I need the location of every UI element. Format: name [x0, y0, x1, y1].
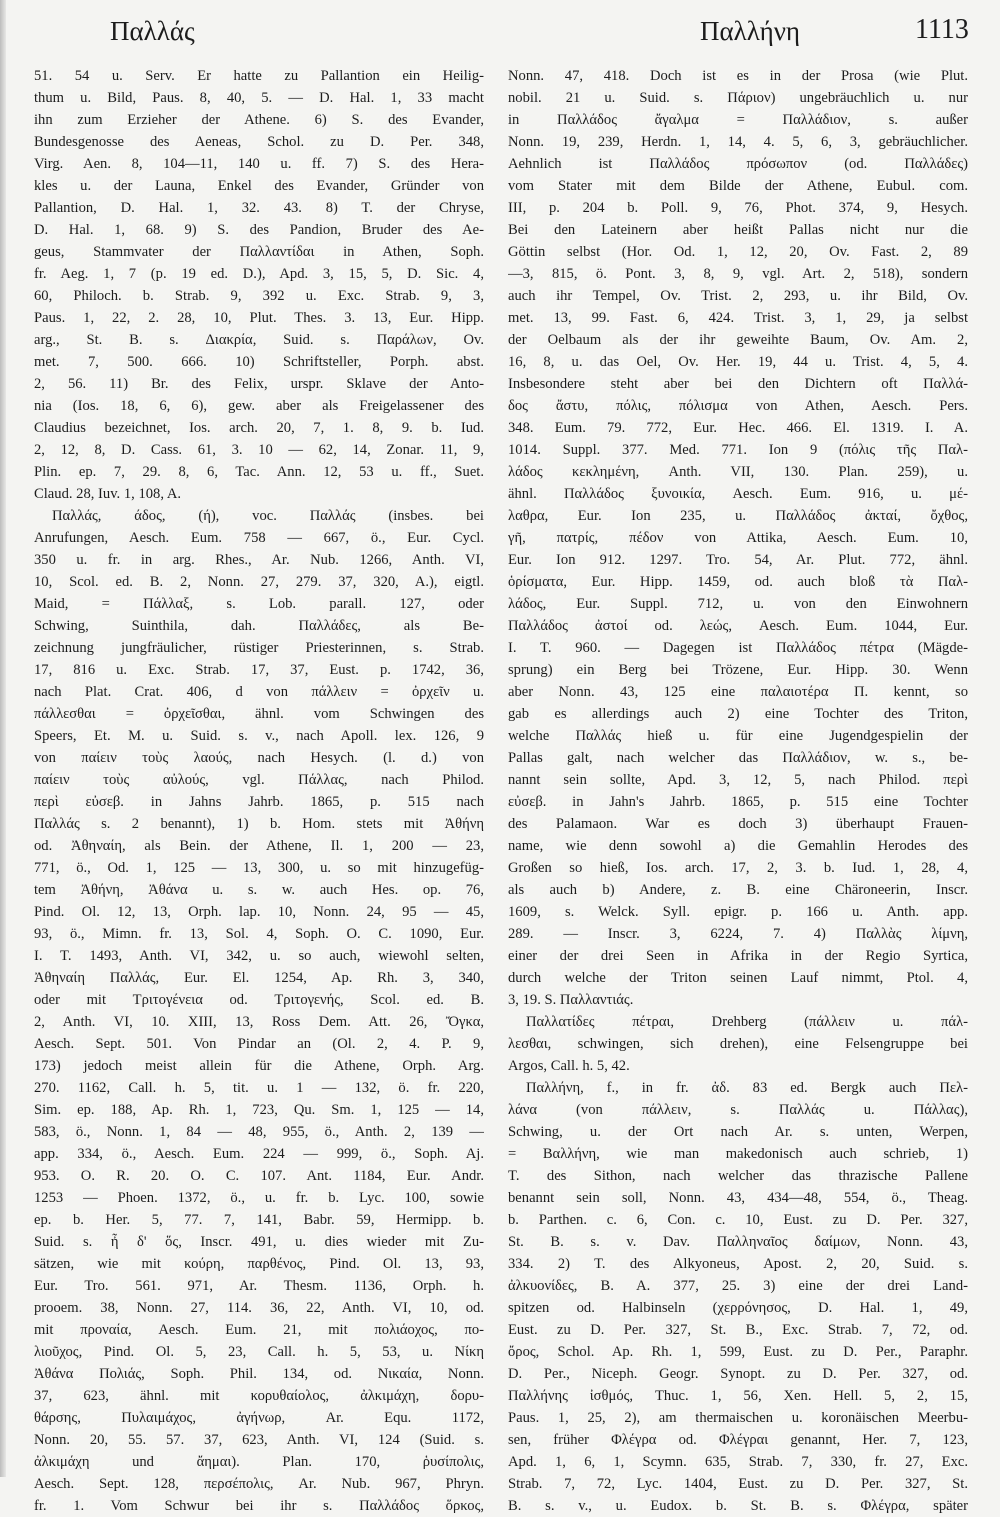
text-line: Παλλάς, άδος, (ή), voc. Παλλάς (insbes. bei	[52, 508, 484, 524]
text-line: Suid. s. ἦ δ' ὅς, Inscr. 491, u. dies wieder mit Zu-	[34, 1234, 484, 1250]
text-line: zeichnung jungfräulicher, rüstiger Priesterinnen, s. Strab.	[34, 640, 484, 656]
text-line: auch ihr Tempel, Ov. Trist. 2, 293, u. ihr Bild, Ov.	[508, 288, 968, 304]
text-line: Virg. Aen. 8, 104—11, 140 u. ff. 7) S. des Hera-	[34, 156, 484, 172]
text-line: λιοῦχος, Pind. Ol. 5, 23, Call. h. 5, 53, u. Νίκη	[34, 1344, 484, 1360]
text-line: 2, Anth. VI, 10. XIII, 13, Ross Dem. Att. 26, Ὄγκα,	[34, 1014, 484, 1030]
text-line: ep. b. Her. 5, 77. 7, 141, Babr. 59, Hermipp. b.	[34, 1212, 484, 1228]
text-line: met. 13, 99. Fast. 6, 424. Trist. 3, 1, 29, ja selbst	[508, 310, 968, 326]
text-line: St. B. s. v. Dav. Παλληναῖος δαίμων, Nonn. 43,	[508, 1234, 968, 1250]
text-line: 60, Philoch. b. Strab. 9, 392 u. Exc. Strab. 9, 3,	[34, 288, 484, 304]
text-line: met. 7, 500. 666. 10) Schriftsteller, Porph. abst.	[34, 354, 484, 370]
text-line: fr. 1. Vom Schwur bei ihr s. Παλλάδος ὅρκος,	[34, 1498, 484, 1514]
text-line: Bundesgenosse des Aeneas, Schol. zu D. Per. 348,	[34, 134, 484, 150]
right-column	[508, 65, 968, 1517]
text-line: Pallas galt, nach welcher das Παλλάδιον, w. s., be-	[508, 750, 968, 766]
text-line: θάρσης, Πυλαιμάχος, ἀγήνωρ, Ar. Equ. 1172,	[34, 1410, 484, 1426]
text-line: λεσθαι, schwingen, sich drehen), eine Felsengruppe bei	[508, 1036, 968, 1052]
text-line: ihn zum Erzieher der Athene. 6) S. des Evander,	[34, 112, 484, 128]
text-line: Strab. 7, 72, Lyc. 1404, Eust. zu D. Per. 327, St.	[508, 1476, 968, 1492]
text-line: durch welche der Triton seinen Lauf nimmt, Ptol. 4,	[508, 970, 968, 986]
text-line: 953. O. R. 20. O. C. 107. Ant. 1184, Eur. Andr.	[34, 1168, 484, 1184]
text-line: als auch b) Andere, z. B. eine Chäroneerin, Inscr.	[508, 882, 968, 898]
text-line: name, wie denn sowohl a) die Gemahlin Herodes des	[508, 838, 968, 854]
text-line: 1253 — Phoen. 1372, ö., u. fr. b. Lyc. 100, sowie	[34, 1190, 484, 1206]
text-line: Claud. 28, Iuv. 1, 108, A.	[34, 486, 182, 502]
text-line: vom Stater mit dem Bilde der Athene, Eubul. com.	[508, 178, 968, 194]
text-line: 1014. Suppl. 377. Med. 771. Ion 9 (πόλις τῆς Παλ-	[508, 442, 968, 458]
text-line: I. T. 1493, Anth. VI, 342, u. so auch, wiewohl selten,	[34, 948, 484, 964]
text-line: περὶ εὐσεβ. in Jahns Jahrb. 1865, p. 515 nach	[34, 794, 484, 810]
text-line: Apd. 1, 6, 1, Scymn. 635, Strab. 7, 330, fr. 27, Exc.	[508, 1454, 968, 1470]
text-line: Eur. Tro. 561. 971, Ar. Thesm. 1136, Orph. h.	[34, 1278, 484, 1294]
text-line: 350 u. fr. in arg. Rhes., Ar. Nub. 1266, Anth. VI,	[34, 552, 484, 568]
text-line: geus, Stammvater der Παλλαντίδαι in Athen, Soph.	[34, 244, 484, 260]
text-line: Maid, = Πάλλαξ, s. Lob. parall. 127, oder	[34, 596, 484, 612]
text-line: Nonn. 19, 239, Herdn. 1, 14, 4. 5, 6, 3, gebräuchlicher.	[508, 134, 968, 150]
text-line: δος ἄστυ, πόλις, πόλισμα von Athen, Aesch. Pers.	[508, 398, 968, 414]
text-line: Argos, Call. h. 5, 42.	[508, 1058, 630, 1074]
text-line: εὐσεβ. in Jahn's Jahrb. 1865, p. 515 eine Tochter	[508, 794, 968, 810]
text-line: nia (Ios. 18, 6, 6), gew. aber als Freigelassener des	[34, 398, 484, 414]
page-number: 1113	[915, 14, 969, 45]
text-line: 37, 623, ähnl. mit κορυθαίολος, ἀλκιμάχη, δορυ-	[34, 1388, 484, 1404]
text-line: Nonn. 20, 55. 57. 37, 623, Anth. VI, 124 (Suid. s.	[34, 1432, 484, 1448]
text-line: spitzen od. Halbinseln (χερρόνησος, D. Hal. 1, 49,	[508, 1300, 968, 1316]
text-line: λάδος κεκλημένη, Anth. VII, 130. Plan. 259), u.	[508, 464, 968, 480]
text-line: prooem. 38, Nonn. 27, 114. 36, 22, Anth. VI, 10, od.	[34, 1300, 484, 1316]
text-line: Schwing, u. der Ort nach Ar. s. unten, Werpen,	[508, 1124, 968, 1140]
text-line: 1609, s. Welck. Syll. epigr. p. 166 u. Anth. app.	[508, 904, 968, 920]
text-line: 289. — Inscr. 3, 6224, 7. 4) Παλλὰς λίμνη,	[508, 926, 968, 942]
text-line: Eur. Ion 912. 1297. Tro. 54, Ar. Plut. 772, ähnl.	[508, 552, 968, 568]
text-line: 3, 19. S. Παλλαντιάς.	[508, 992, 634, 1008]
text-line: ὁρίσματα, Eur. Hipp. 1459, od. auch bloß τὰ Παλ-	[508, 574, 968, 590]
text-line: oder mit Τριτογένεια od. Τριτογενής, Scol. ed. B.	[34, 992, 484, 1008]
text-line: sen, früher Φλέγρα od. Φλέγραι genannt, Her. 7, 123,	[508, 1432, 968, 1448]
text-line: von παίειν τοὺς λαούς, nach Hesych. (l. d.) von	[34, 750, 484, 766]
text-line: Aesch. Sept. 128, περσέπολις, Ar. Nub. 967, Phryn.	[34, 1476, 484, 1492]
text-line: = Βαλλήνη, wie man makedonisch auch schrieb, 1)	[508, 1146, 968, 1162]
text-line: Paus. 1, 22, 2. 28, 10, Plut. Thes. 3. 13, Eur. Hipp.	[34, 310, 484, 326]
text-line: Pallantion, D. Hal. 1, 32. 43. 8) T. der Chryse,	[34, 200, 484, 216]
text-line: 334. 2) T. des Alkyoneus, Apost. 2, 20, Suid. s.	[508, 1256, 968, 1272]
left-column	[34, 65, 484, 1517]
text-line: mit προναία, Aesch. Eum. 21, mit πολιάοχος, πο-	[34, 1322, 484, 1338]
text-line: Ἀθηναίη Παλλάς, Eur. El. 1254, Ap. Rh. 3, 340,	[34, 970, 484, 986]
text-line: Plin. ep. 7, 29. 8, 6, Tac. Ann. 12, 53 u. ff., Suet.	[34, 464, 484, 480]
text-line: Bei den Lateinern aber heißt Pallas nicht nur die	[508, 222, 968, 238]
text-line: Παλλάδος ἀστοί od. λεώς, Aesch. Eum. 1044, Eur.	[508, 618, 968, 634]
text-line: λάδος, Eur. Suppl. 712, u. von den Einwohnern	[508, 596, 968, 612]
text-line: 583, ö., Nonn. 1, 84 — 48, 955, ö., Anth. 2, 139 —	[34, 1124, 484, 1140]
text-line: kles u. der Launa, Enkel des Evander, Gründer von	[34, 178, 484, 194]
text-line: Großen so hieß, Ios. arch. 17, 2, 3. b. Iud. 1, 28, 4,	[508, 860, 968, 876]
text-line: Παλλήνη, f., in fr. ἀδ. 83 ed. Bergk auch Πελ-	[526, 1080, 968, 1096]
text-line: Anrufungen, Aesch. Eum. 758 — 667, ö., Eur. Cycl.	[34, 530, 484, 546]
text-line: 16, 8, u. das Oel, Ov. Her. 19, 44 u. Trist. 4, 5, 4.	[508, 354, 968, 370]
running-headword-right: Παλλήνη	[700, 16, 801, 46]
text-line: Aehnlich ist Παλλάδος πρόσωπον (od. Παλλάδες)	[508, 156, 968, 172]
text-line: 51. 54 u. Serv. Er hatte zu Pallantion ein Heilig-	[34, 68, 484, 84]
text-line: Nonn. 47, 418. Doch ist es in der Prosa (wie Plut.	[508, 68, 968, 84]
text-line: λάνα (von πάλλειν, s. Παλλάς u. Πάλλας),	[508, 1102, 968, 1118]
text-line: 2, 12, 8, D. Cass. 61, 3. 10 — 62, 14, Zonar. 11, 9,	[34, 442, 484, 458]
text-line: sätzen, wie mit κούρη, παρθένος, Pind. Ol. 13, 93,	[34, 1256, 484, 1272]
page-edge	[0, 0, 6, 1477]
text-line: Ἀθάνα Πολιάς, Soph. Phil. 134, od. Νικαία, Nonn.	[34, 1366, 484, 1382]
text-line: ähnl. Παλλάδος ξυνοικία, Aesch. Eum. 916, u. μέ-	[508, 486, 968, 502]
text-line: Claudius bezeichnet, Ios. arch. 20, 7, 1. 8, 9. b. Iud.	[34, 420, 484, 436]
text-line: 2, 56. 11) Br. des Felix, urspr. Sklave der Anto-	[34, 376, 484, 392]
text-line: 10, Scol. ed. B. 2, Nonn. 27, 279. 37, 320, A.), eigtl.	[34, 574, 484, 590]
text-line: nach Plat. Crat. 406, d von πάλλειν = ὀρχεῖν u.	[34, 684, 484, 700]
text-line: nobil. 21 u. Suid. s. Πάριον) ungebräuchlich u. nur	[508, 90, 968, 106]
text-line: sprung) ein Berg bei Trözene, Eur. Hipp. 30. Wenn	[508, 662, 968, 678]
text-line: ἀλκιμάχη und ἄημαι). Plan. 170, ῥυσίπολις,	[34, 1454, 484, 1470]
text-line: od. Ἀθηναίη, als Bein. der Athene, Il. 1, 200 — 23,	[34, 838, 484, 854]
text-line: welche Παλλάς hieß u. für eine Jugendgespielin der	[508, 728, 968, 744]
text-line: ὄρος, Schol. Ap. Rh. 1, 599, Eust. zu D. Per., Paraphr.	[508, 1344, 968, 1360]
text-line: 270. 1162, Call. h. 5, tit. u. 1 — 132, ö. fr. 220,	[34, 1080, 484, 1096]
text-line: Insbesondere steht aber bei den Dichtern oft Παλλά-	[508, 376, 968, 392]
page-header	[0, 8, 1000, 52]
text-line: Παλλήνης ἰσθμός, Thuc. 1, 56, Xen. Hell. 5, 2, 15,	[508, 1388, 968, 1404]
text-line: Paus. 1, 25, 2), am thermaischen u. koronäischen Meerbu-	[508, 1410, 968, 1426]
text-line: app. 334, ö., Aesch. Eum. 224 — 999, ö., Soph. Aj.	[34, 1146, 484, 1162]
text-line: 173) jedoch meist allein für die Athene, Orph. Arg.	[34, 1058, 484, 1074]
text-line: in Παλλάδος ἄγαλμα = Παλλάδιον, s. außer	[508, 112, 968, 128]
text-line: ἀλκυονίδες, B. A. 377, 25. 3) eine der drei Land-	[508, 1278, 968, 1294]
text-line: III, p. 204 b. Poll. 9, 76, Phot. 374, 9, Hesych.	[508, 200, 968, 216]
text-line: des Palamaon. War es doch 3) überhaupt Frauen-	[508, 816, 968, 832]
text-line: Παλλατίδες πέτραι, Drehberg (πάλλειν u. πάλ-	[526, 1014, 968, 1030]
text-line: nannt sein sollte, Apd. 3, 12, 5, nach Philod. περὶ	[508, 772, 968, 788]
text-line: benannt sein soll, Nonn. 43, 434—48, 554, ö., Theag.	[508, 1190, 968, 1206]
text-line: thum u. Bild, Paus. 8, 40, 5. — D. Hal. 1, 33 macht	[34, 90, 484, 106]
text-line: —3, 815, ö. Pont. 3, 8, 9, vgl. Art. 2, 518), sondern	[508, 266, 968, 282]
text-line: λαθρα, Eur. Ion 235, u. Παλλάδος ἀκταί, ὄχθος,	[508, 508, 968, 524]
text-line: γῆ, πατρίς, πέδον von Attika, Aesch. Eum. 10,	[508, 530, 968, 546]
text-line: 348. Eum. 79. 772, Eur. Hec. 466. El. 1319. I. A.	[508, 420, 968, 436]
text-line: 17, 816 u. Exc. Strab. 17, 37, Eust. p. 1742, 36,	[34, 662, 484, 678]
text-line: tem Ἀθήνη, Ἀθάνα u. s. w. auch Hes. op. 76,	[34, 882, 484, 898]
text-line: πάλλεσθαι = ὀρχεῖσθαι, ähnl. vom Schwingen des	[34, 706, 484, 722]
text-line: einer der drei Seen in Afrika in der Regio Syrtica,	[508, 948, 968, 964]
text-line: D. Per., Niceph. Geogr. Synopt. zu D. Per. 327, od.	[508, 1366, 968, 1382]
text-line: arg., St. B. s. Διακρία, Suid. s. Παράλων, Ov.	[34, 332, 484, 348]
text-line: aber Nonn. 43, 125 eine παλαιοτέρα Π. kennt, so	[508, 684, 968, 700]
text-line: Speers, Et. M. u. Suid. s. v., nach Apoll. lex. 126, 9	[34, 728, 484, 744]
text-line: Schwing, Suinthila, dah. Παλλάδες, als Be-	[34, 618, 484, 634]
text-line: Pind. Ol. 12, 13, Orph. lap. 10, Nonn. 24, 95 — 45,	[34, 904, 484, 920]
text-line: 771, ö., Od. 1, 125 — 13, 300, u. so mit hinzugefüg-	[34, 860, 484, 876]
text-line: Sim. ep. 188, Ap. Rh. 1, 723, Qu. Sm. 1, 125 — 14,	[34, 1102, 484, 1118]
text-line: fr. Aeg. 1, 7 (p. 19 ed. D.), Apd. 3, 15, 5, D. Sic. 4,	[34, 266, 484, 282]
running-headword-left: Παλλάς	[110, 16, 195, 46]
text-line: Aesch. Sept. 501. Von Pindar an (Ol. 2, 4. P. 9,	[34, 1036, 484, 1052]
text-line: παίειν τοὺς αὐλούς, vgl. Πάλλας, nach Philod.	[34, 772, 484, 788]
text-line: B. s. v., u. Eudox. b. St. B. s. Φλέγρα, später	[508, 1498, 968, 1514]
text-line: Eust. zu D. Per. 327, St. B., Exc. Strab. 7, 72, od.	[508, 1322, 968, 1338]
text-line: D. Hal. 1, 68. 9) S. des Pandion, Bruder des Ae-	[34, 222, 484, 238]
text-line: b. Parthen. c. 6, Con. c. 10, Eust. zu D. Per. 327,	[508, 1212, 968, 1228]
text-line: I. T. 960. — Dagegen ist Παλλάδος πέτρα (Mägde-	[508, 640, 968, 656]
text-line: der Oelbaum als der ihr geweihte Baum, Ov. Am. 2,	[508, 332, 968, 348]
text-line: T. des Sithon, nach welcher das thrazische Pallene	[508, 1168, 968, 1184]
text-line: Göttin selbst (Hor. Od. 1, 12, 20, Ov. Fast. 2, 89	[508, 244, 968, 260]
text-line: gab es allerdings auch 2) eine Tochter des Triton,	[508, 706, 968, 722]
text-line: Παλλάς s. 2 benannt), 1) b. Hom. stets mit Ἀθήνη	[34, 816, 484, 832]
text-line: 93, ö., Mimn. fr. 13, Sol. 4, Soph. O. C. 1090, Eur.	[34, 926, 484, 942]
